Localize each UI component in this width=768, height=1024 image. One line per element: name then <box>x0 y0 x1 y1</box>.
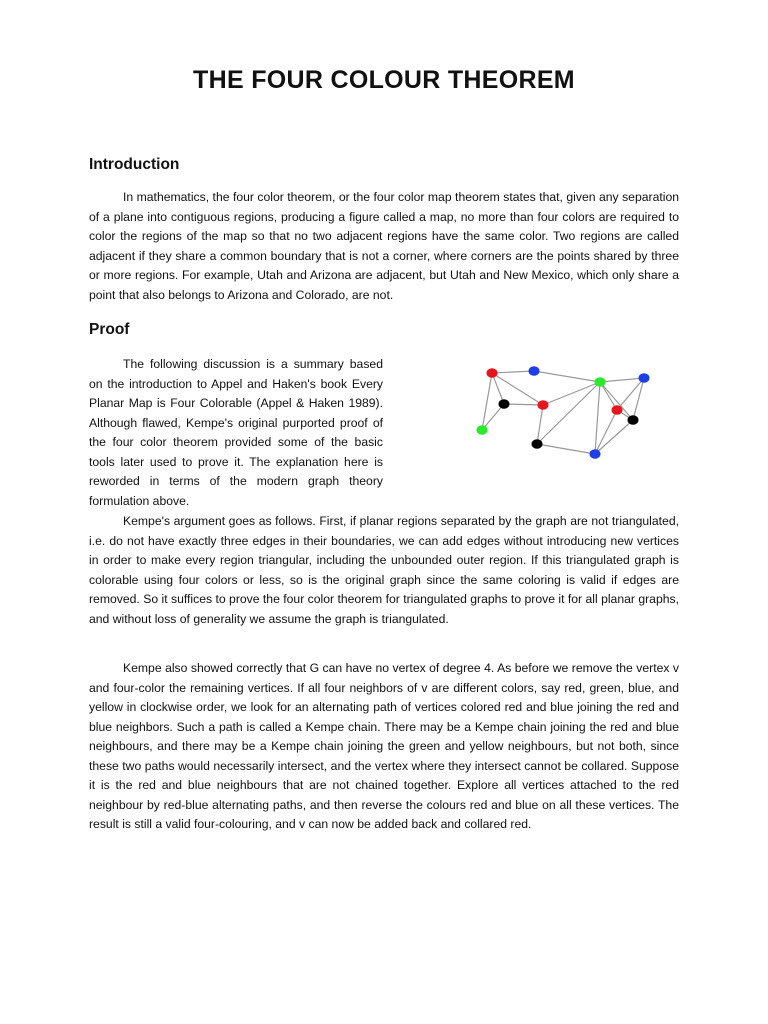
proof-paragraph-1: The following discussion is a summary based on the introduction to Appel and Haken's book Every Planar Map is Four Colorable (Appel & Haken 1989). Although flawed, Kempe's original purported proof of the four color theorem provided some of the basic tools later used to prove it. The explanation here is reworded in terms of the modern graph theory formulation above. <box>89 357 383 508</box>
proof-paragraph-2: Kempe's argument goes as follows. First, if planar regions separated by the graph are not triangulated, i.e. do not have exactly three edges in their boundaries, we can add edges without introducing new vertices in order to make every region triangular, including the unbounded outer region. If this triangulated graph is colorable using four colors or less, so is the original graph since the same coloring is valid if edges are removed. So it suffices to prove the four color theorem for triangulated graphs to prove it for all planar graphs, and without loss of generality we assume the graph is triangulated. <box>89 514 679 626</box>
graph-vertex-red <box>487 368 498 378</box>
introduction-heading: Introduction <box>89 156 180 173</box>
graph-vertex-black <box>532 439 543 449</box>
proof-paragraph-3: Kempe also showed correctly that G can have no vertex of degree 4. As before we remove the vertex v and four-color the remaining vertices. If all four neighbors of v are different colors, say red, green, blue, and yellow in clockwise order, we look for an alternating path of vertices colored red and blue joining the red and blue neighbors. Such a path is called a Kempe chain. There may be a Kempe chain joining the red and blue neighbours, and there may be a Kempe chain joining the green and yellow neighbours, but not both, since these two paths would necessarily intersect, and the vertex where they intersect cannot be collared. Suppose it is the red and blue neighbours that are not chained together. Explore all vertices attached to the red neighbour by red-blue alternating paths, and then reverse the colours red and blue on all these vertices. The result is still a valid four-colouring, and v can now be added back and collared red. <box>89 661 679 831</box>
graph-edge <box>543 382 600 405</box>
graph-edge <box>595 420 633 454</box>
graph-vertex-green <box>477 425 488 435</box>
graph-vertex-black <box>499 399 510 409</box>
graph-edge <box>537 444 595 454</box>
graph-vertex-red <box>538 400 549 410</box>
introduction-paragraph: In mathematics, the four color theorem, or the four color map theorem states that, given any separation of a plane into contiguous regions, producing a figure called a map, no more than four colors are required to color the regions of the map so that no two adjacent regions have the same color. Two regions are called adjacent if they share a common boundary that is not a corner, where corners are the points shared by three or more regions. For example, Utah and Arizona are adjacent, but Utah and New Mexico, which only share a point that also belongs to Arizona and Colorado, are not. <box>89 190 679 302</box>
proof-heading: Proof <box>89 321 130 338</box>
graph-edge <box>492 373 504 404</box>
graph-vertex-green <box>595 377 606 387</box>
graph-edge <box>595 382 600 454</box>
graph-edge <box>595 410 617 454</box>
graph-vertex-red <box>612 405 623 415</box>
graph-edge <box>600 378 644 382</box>
graph-vertex-blue <box>529 366 540 376</box>
graph-edge <box>537 382 600 444</box>
graph-vertex-blue <box>639 373 650 383</box>
graph-edge <box>504 404 543 405</box>
four-colour-graph-figure <box>470 363 660 463</box>
graph-vertex-black <box>628 415 639 425</box>
graph-edge <box>492 373 543 405</box>
graph-edge <box>492 371 534 373</box>
graph-edge <box>482 373 492 430</box>
document-title: THE FOUR COLOUR THEOREM <box>193 66 575 94</box>
graph-edge <box>534 371 600 382</box>
graph-vertex-blue <box>590 449 601 459</box>
